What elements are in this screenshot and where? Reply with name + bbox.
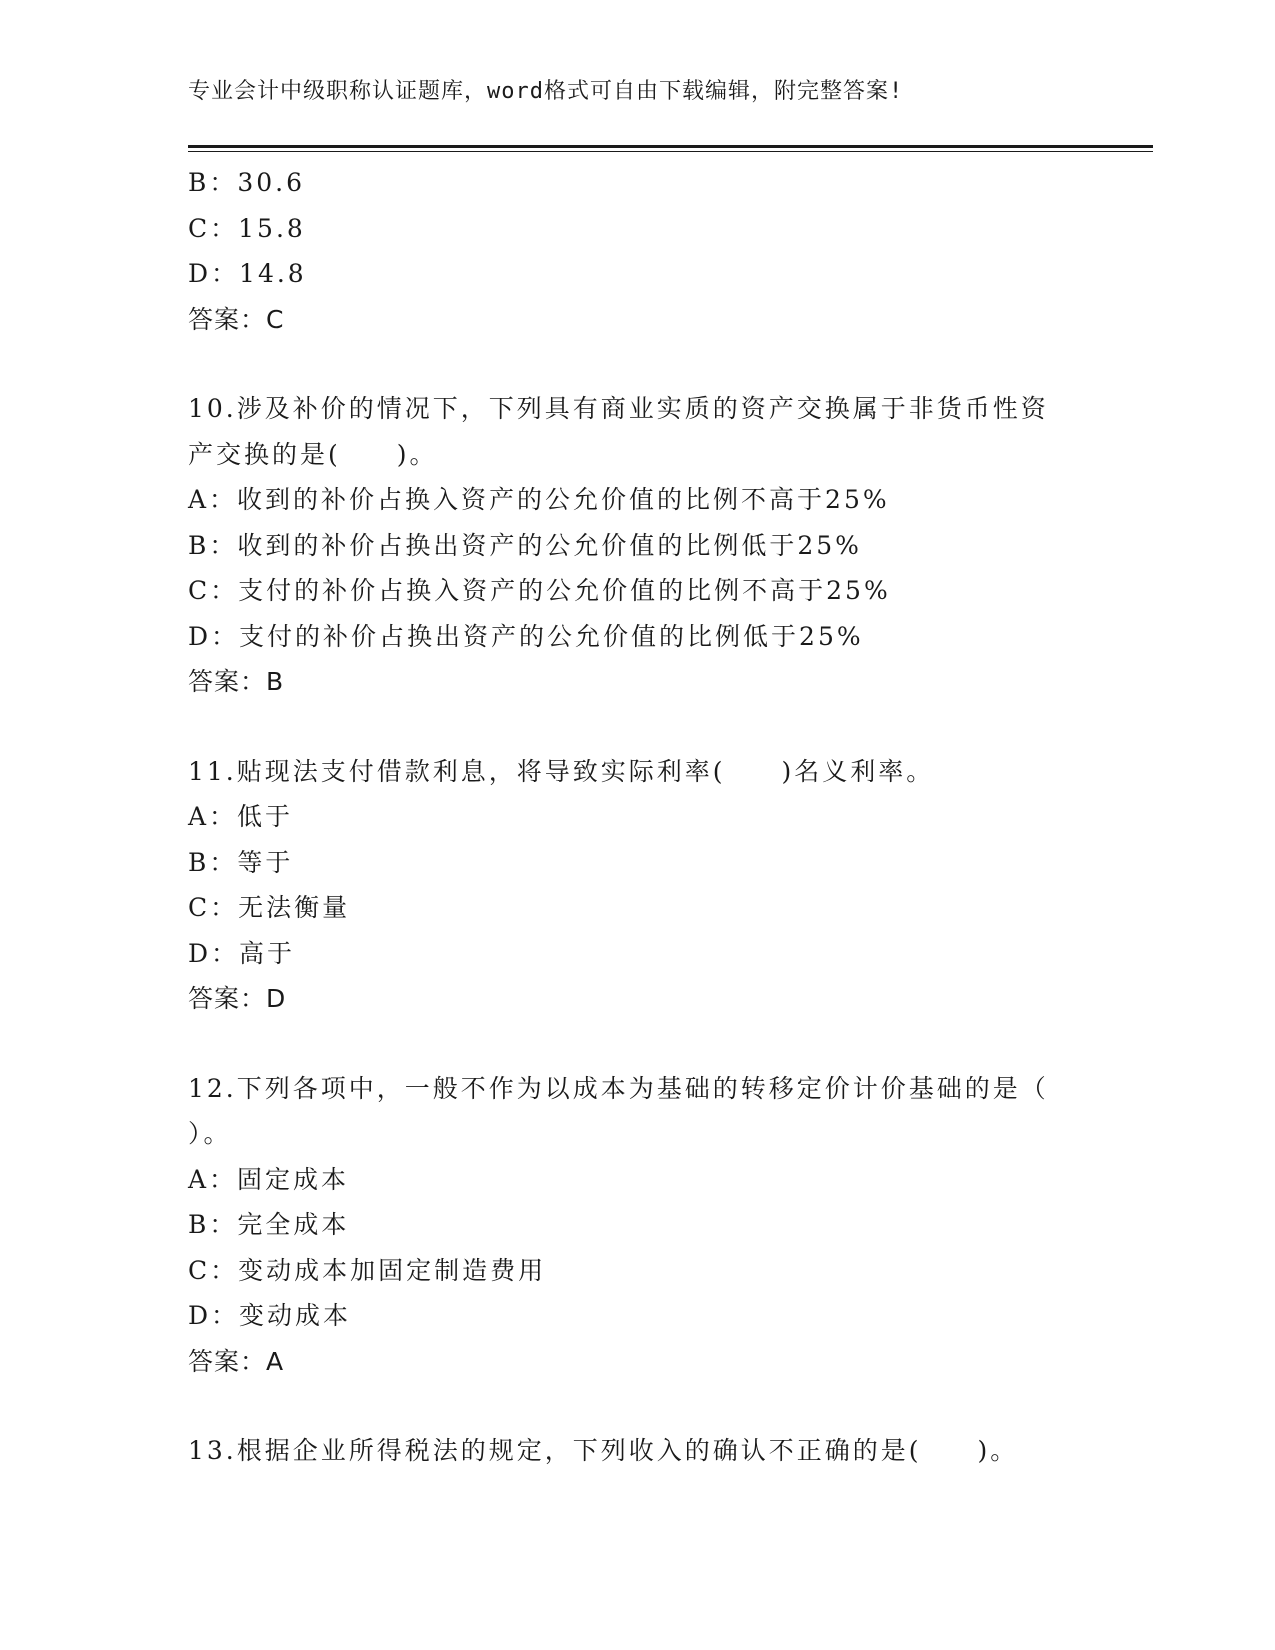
question-stem: 10.涉及补价的情况下，下列具有商业实质的资产交换属于非货币性资 xyxy=(188,394,1049,423)
spacer xyxy=(188,705,1088,749)
option-a: A：收到的补价占换入资产的公允价值的比例不高于25% xyxy=(188,485,890,514)
header-divider-thin xyxy=(188,151,1153,152)
spacer xyxy=(188,342,1088,386)
option-c: C：支付的补价占换入资产的公允价值的比例不高于25% xyxy=(188,576,891,605)
question-10 xyxy=(188,386,1088,705)
option-b: B：等于 xyxy=(188,847,294,877)
option-d: D：变动成本 xyxy=(188,1301,352,1330)
option-c: C：15.8 xyxy=(188,213,306,243)
question-stem: 12.下列各项中，一般不作为以成本为基础的转移定价计价基础的是（ xyxy=(188,1073,1049,1103)
question-stem: 13.根据企业所得税法的规定，下列收入的确认不正确的是( )。 xyxy=(188,1436,1019,1465)
question-12 xyxy=(188,1066,1088,1385)
option-b: B：收到的补价占换出资产的公允价值的比例低于25% xyxy=(188,530,862,560)
option-b: B：30.6 xyxy=(188,168,306,197)
spacer xyxy=(188,1384,1088,1428)
question-9-tail xyxy=(188,160,1088,342)
question-stem-continued: 产交换的是( )。 xyxy=(188,439,438,469)
option-c: C：变动成本加固定制造费用 xyxy=(188,1255,547,1285)
header-divider xyxy=(188,145,1153,148)
question-11 xyxy=(188,749,1088,1022)
spacer xyxy=(188,1022,1088,1066)
answer-line: 答案：A xyxy=(188,1346,285,1376)
question-stem-continued: ）。 xyxy=(188,1119,232,1148)
option-c: C：无法衡量 xyxy=(188,893,351,922)
page-header: 专业会计中级职称认证题库，word格式可自由下载编辑，附完整答案! xyxy=(188,79,904,104)
question-content xyxy=(188,160,1088,1474)
option-b: B：完全成本 xyxy=(188,1210,350,1239)
option-d: D：14.8 xyxy=(188,259,307,288)
answer-line: 答案：B xyxy=(188,667,285,696)
option-d: D：支付的补价占换出资产的公允价值的比例低于25% xyxy=(188,621,864,651)
option-d: D：高于 xyxy=(188,938,296,968)
option-a: A：固定成本 xyxy=(188,1164,350,1194)
answer-line: 答案：C xyxy=(188,304,285,334)
question-13 xyxy=(188,1428,1088,1474)
answer-line: 答案：D xyxy=(188,984,287,1013)
question-stem: 11.贴现法支付借款利息，将导致实际利率( )名义利率。 xyxy=(188,756,935,786)
option-a: A：低于 xyxy=(188,802,294,831)
